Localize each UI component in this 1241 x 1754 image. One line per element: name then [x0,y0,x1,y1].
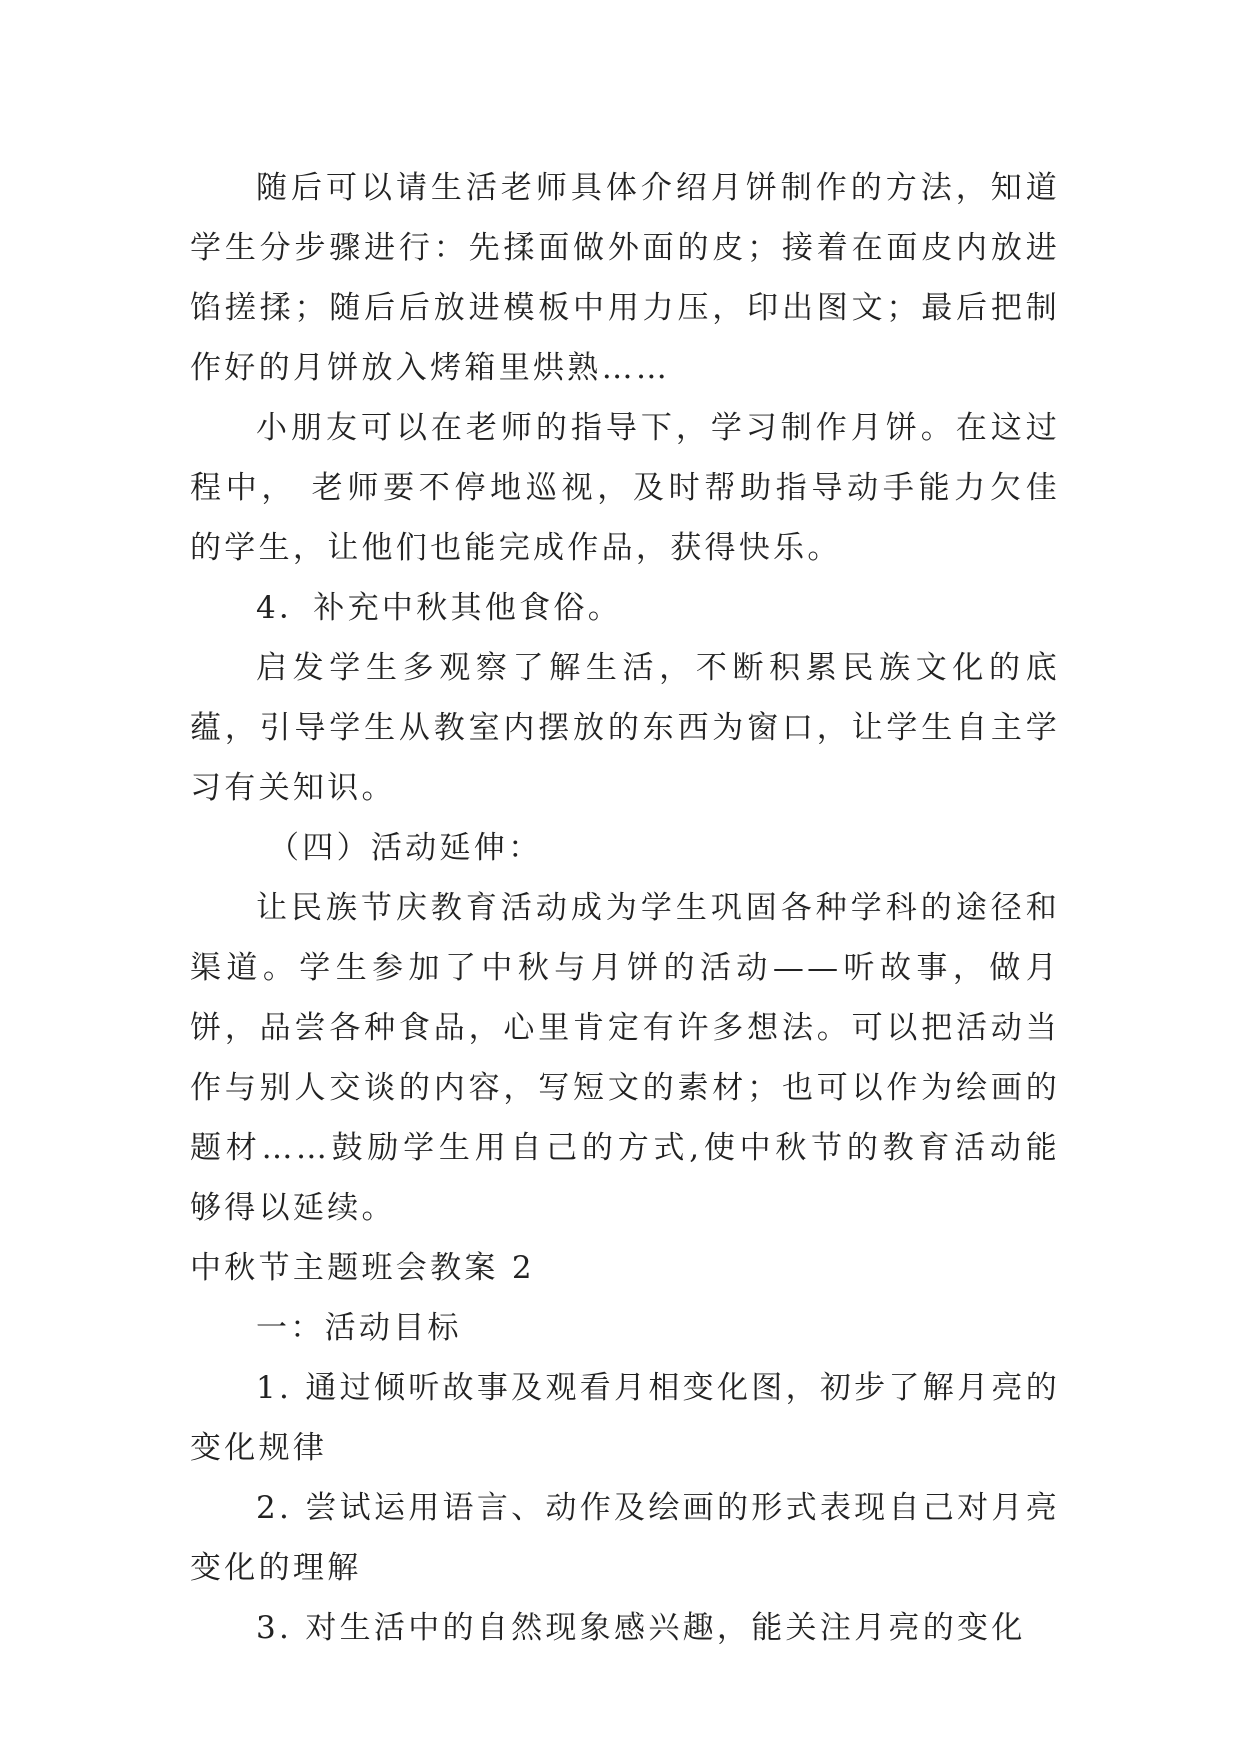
goal-item-1: 1. 通过倾听故事及观看月相变化图，初步了解月亮的变化规律 [190,1370,1060,1466]
document-title-plan-2: 中秋节主题班会教案 2 [190,1250,535,1286]
paragraph-item-4: 4．补充中秋其他食俗。 [256,590,623,626]
section-heading-extension: （四）活动延伸： [268,830,543,866]
goal-item-3: 3. 对生活中的自然现象感兴趣，能关注月亮的变化 [256,1610,1026,1646]
document-body [190,158,1060,1658]
paragraph-observe-life: 启发学生多观察了解生活，不断积累民族文化的底蕴，引导学生从教室内摆放的东西为窗口，让学生自主学习有关知识。 [190,650,1060,806]
paragraph-mooncake-method: 随后可以请生活老师具体介绍月饼制作的方法，知道学生分步骤进行：先揉面做外面的皮；接着在面皮内放进馅搓揉；随后后放进模板中用力压，印出图文；最后把制作好的月饼放入烤箱里烘熟…… [190,170,1060,386]
goal-item-2: 2. 尝试运用语言、动作及绘画的形式表现自己对月亮变化的理解 [190,1490,1060,1586]
paragraph-children-practice: 小朋友可以在老师的指导下，学习制作月饼。在这过程中， 老师要不停地巡视，及时帮助指导动手能力欠佳的学生，让他们也能完成作品，获得快乐。 [190,410,1060,566]
paragraph-extension-body: 让民族节庆教育活动成为学生巩固各种学科的途径和渠道。学生参加了中秋与月饼的活动——听故事，做月饼，品尝各种食品，心里肯定有许多想法。可以把活动当作与别人交谈的内容，写短文的素材；也可以作为绘画的题材……鼓励学生用自己的方式,使中秋节的教育活动能够得以延续。 [190,890,1060,1226]
section-heading-goals: 一：活动目标 [256,1310,462,1346]
